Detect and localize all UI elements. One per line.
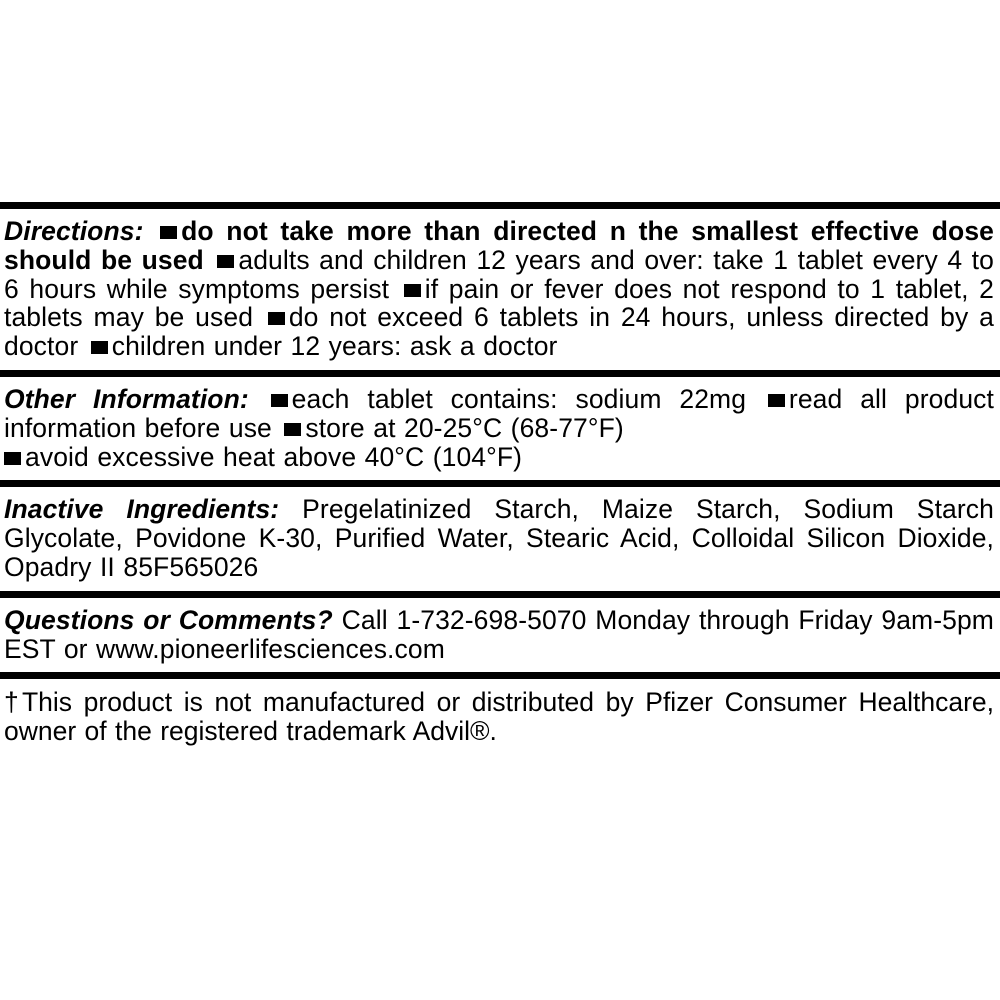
bullet-icon <box>160 226 177 239</box>
divider <box>0 370 1000 377</box>
bullet-icon <box>217 255 234 268</box>
bullet-icon <box>4 452 21 465</box>
bullet-icon <box>91 341 108 354</box>
directions-heading: Directions: <box>4 216 144 246</box>
divider <box>0 591 1000 598</box>
bullet-icon <box>284 423 301 436</box>
disclaimer-text: †This product is not manufactured or distributed by Pfizer Consumer Healthcare, owner of the registered trademark Advil®. <box>4 687 994 747</box>
other-information-item: read all product information before use <box>4 383 994 443</box>
bullet-icon <box>268 312 285 325</box>
directions-item: children under 12 years: ask a doctor <box>111 331 558 362</box>
directions-item: adults and children 12 years and over: take 1 tablet every 4 to 6 hours while symptoms persist <box>4 244 994 304</box>
divider <box>0 202 1000 209</box>
directions-section <box>0 209 1000 370</box>
other-information-item: store at 20-25°C (68-77°F) <box>305 412 624 443</box>
inactive-ingredients-heading: Inactive Ingredients: <box>4 494 280 525</box>
trademark-disclaimer <box>0 679 1000 746</box>
directions-item: if pain or fever does not respond to 1 tablet, 2 tablets may be used <box>4 273 995 333</box>
other-information-section <box>0 377 1000 480</box>
divider <box>0 480 1000 487</box>
inactive-ingredients-section <box>0 487 1000 590</box>
bullet-icon <box>768 394 785 407</box>
questions-heading: Questions or Comments? <box>4 604 333 635</box>
directions-item: do not exceed 6 tablets in 24 hours, unless directed by a doctor <box>4 302 994 362</box>
drug-facts-panel <box>0 202 1000 746</box>
other-information-item: avoid excessive heat above 40°C (104°F) <box>25 441 523 472</box>
questions-section <box>0 598 1000 673</box>
other-information-item: each tablet contains: sodium 22mg <box>291 383 747 414</box>
bullet-icon <box>404 284 421 297</box>
bullet-icon <box>271 394 288 407</box>
other-information-heading: Other Information: <box>4 383 249 414</box>
questions-text: Call 1-732-698-5070 Monday through Friday 9am-5pm EST or www.pioneerlifesciences.com <box>4 604 994 664</box>
inactive-ingredients-text: Pregelatinized Starch, Maize Starch, Sodium Starch Glycolate, Povidone K-30, Purified Water, Stearic Acid, Colloidal Silicon Dioxide, Opadry II 85F565026 <box>4 494 994 582</box>
divider <box>0 672 1000 679</box>
directions-item: do not take more than directed n the smallest effective dose should be used <box>4 216 994 275</box>
